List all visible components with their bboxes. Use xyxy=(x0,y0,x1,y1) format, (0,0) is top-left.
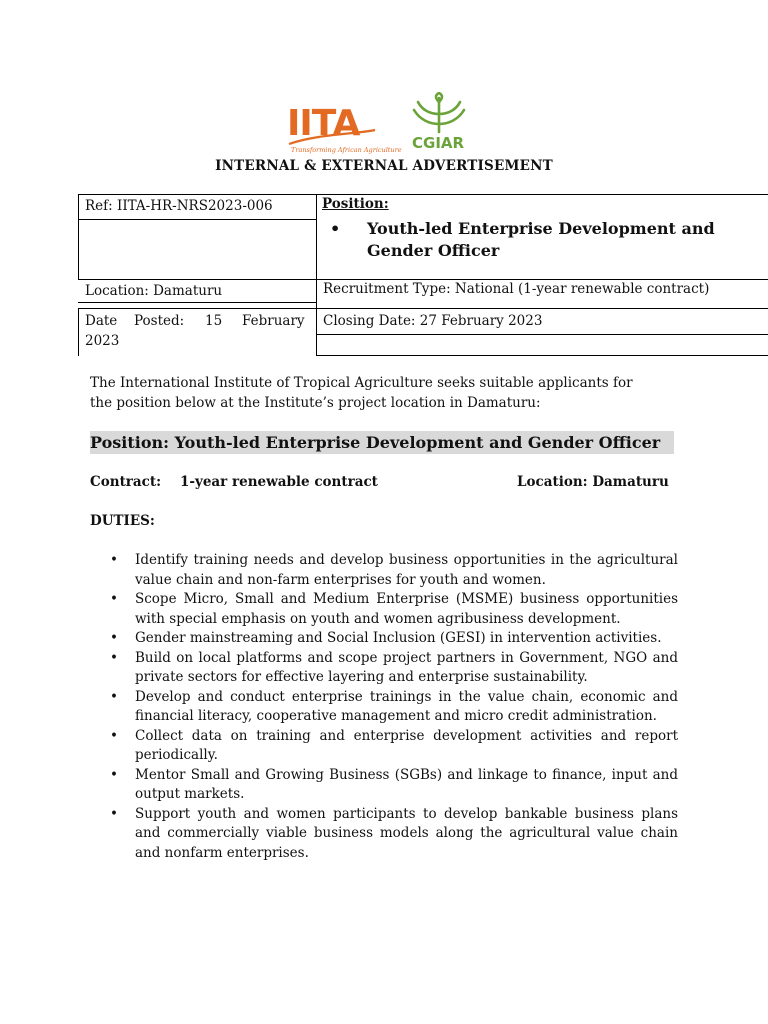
cgiar-logo xyxy=(408,92,470,152)
position-title-line: Youth-led Enterprise Development and xyxy=(367,219,715,238)
position-label: Position: xyxy=(322,196,389,212)
duty-text: Scope Micro, Small and Medium Enterprise (MSME) business opportunities with special emphasis on youth and women agribusiness development. xyxy=(135,591,678,627)
bullet-icon: • xyxy=(110,591,118,607)
table-row-line-3 xyxy=(78,302,317,303)
duty-text: Support youth and women participants to develop bankable business plans and commercially viable business models along the agricultural value chain and nonfarm enterprises. xyxy=(135,805,678,861)
contract-value: 1-year renewable contract xyxy=(180,474,378,490)
cgiar-wordmark: CGIAR xyxy=(412,134,465,152)
list-item xyxy=(110,551,678,590)
bullet-icon: • xyxy=(110,649,118,666)
list-item xyxy=(110,805,678,864)
iita-wordmark: IITA xyxy=(287,103,360,144)
table-row-line-2 xyxy=(78,279,768,280)
bullet-icon: • xyxy=(110,805,118,822)
bullet-icon: • xyxy=(110,766,118,783)
table-border-left-lower xyxy=(78,308,79,356)
duty-text: Collect data on training and enterprise development activities and report periodically. xyxy=(135,727,678,763)
intro-line: the position below at the Institute’s project location in Damaturu: xyxy=(90,395,541,411)
list-item xyxy=(110,688,678,727)
table-border-bottom xyxy=(316,355,768,356)
duty-text: Build on local platforms and scope project partners in Government, NGO and private sectors for effective layering and enterprise sustainability. xyxy=(135,649,678,685)
cgiar-plant-icon xyxy=(408,92,470,136)
contract-location: Location: Damaturu xyxy=(517,474,669,490)
list-item xyxy=(110,649,678,688)
closing-date: Closing Date: 27 February 2023 xyxy=(323,313,543,329)
date-posted-word: 15 xyxy=(205,313,223,329)
duties-heading: DUTIES: xyxy=(90,513,155,529)
reference-number: Ref: IITA-HR-NRS2023-006 xyxy=(85,198,273,214)
list-item xyxy=(110,629,678,649)
duty-text: Gender mainstreaming and Social Inclusion (GESI) in intervention activities. xyxy=(135,630,662,646)
position-title-text xyxy=(367,218,767,262)
table-row-line-4 xyxy=(78,308,768,309)
date-posted-word: Posted: xyxy=(134,313,185,329)
table-row-line-1 xyxy=(78,219,317,220)
duty-text: Identify training needs and develop business opportunities in the agricultural value chain and non-farm enterprises for youth and women. xyxy=(135,552,678,588)
list-item xyxy=(110,590,678,629)
table-border-top xyxy=(78,194,768,195)
bullet-icon: • xyxy=(110,552,118,568)
iita-tagline: Transforming African Agriculture xyxy=(291,146,402,154)
list-item xyxy=(110,766,678,805)
bullet-icon: • xyxy=(330,219,341,238)
contract-label: Contract: xyxy=(90,474,162,490)
bullet-icon: • xyxy=(110,727,118,744)
intro-line: The International Institute of Tropical Agriculture seeks suitable applicants for xyxy=(90,375,633,391)
position-title-line: Gender Officer xyxy=(367,241,500,260)
intro-paragraph xyxy=(90,373,690,413)
recruitment-type: Recruitment Type: National (1-year renewable contract) xyxy=(323,281,710,297)
duty-text: Develop and conduct enterprise trainings in the value chain, economic and financial literacy, cooperative management and micro credit administration. xyxy=(135,688,678,724)
table-row-line-5 xyxy=(316,334,768,335)
iita-logo xyxy=(287,104,405,158)
advertisement-title: INTERNAL & EXTERNAL ADVERTISEMENT xyxy=(215,158,553,174)
position-heading: Position: Youth-led Enterprise Development and Gender Officer xyxy=(90,431,674,454)
bullet-icon: • xyxy=(110,630,118,646)
location-cell: Location: Damaturu xyxy=(85,283,223,299)
table-border-left xyxy=(78,194,79,280)
duties-list xyxy=(110,551,678,863)
list-item xyxy=(110,727,678,766)
date-posted-year: 2023 xyxy=(85,333,120,349)
duty-text: Mentor Small and Growing Business (SGBs) and linkage to finance, input and output markets. xyxy=(135,766,678,802)
date-posted-word: February xyxy=(242,313,305,329)
date-posted-word: Date xyxy=(85,313,118,329)
bullet-icon: • xyxy=(110,688,118,705)
